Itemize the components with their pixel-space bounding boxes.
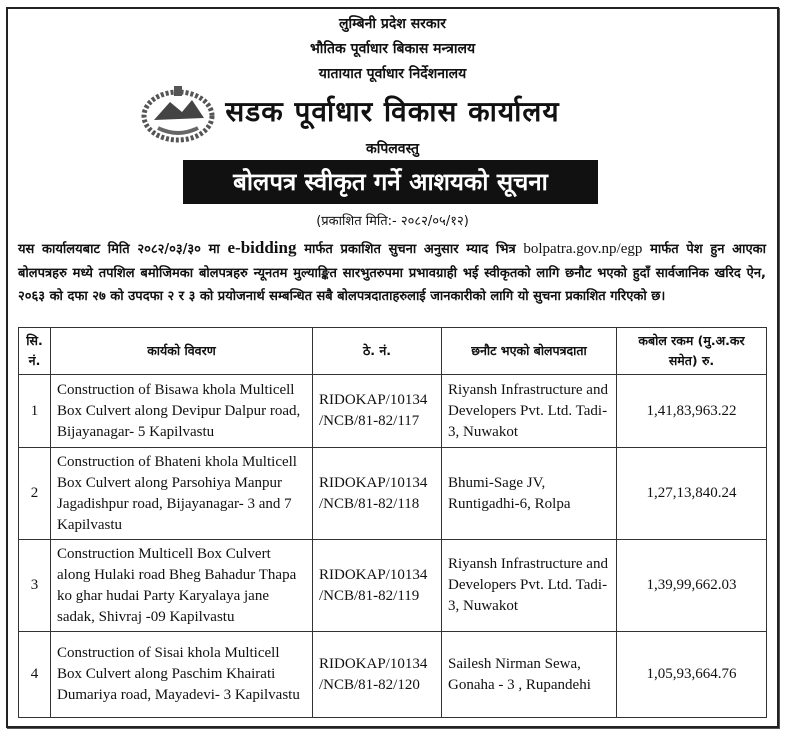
contract-cell: RIDOKAP/10134 /NCB/81-82/118 (313, 448, 442, 540)
amount-cell: 1,41,83,963.22 (617, 375, 767, 448)
selected-bids-table (18, 327, 767, 718)
body-text-2: मार्फत प्रकाशित सुचना अनुसार म्याद भित्र (296, 242, 524, 257)
bidder-cell: Riyansh Infrastructure and Developers Pvt. Ltd. Tadi-3, Nuwakot (442, 540, 617, 632)
directorate-name: यातायात पूर्वाधार निर्देशनालय (318, 66, 467, 82)
body-text-3: मार्फत पेश हुन आएका बोलपत्रहरु मध्ये तपशिल बमोजिमका बोलपत्रहरु न्यूनतम मुल्याङ्कित सारभुतरुपमा प्रभावग्राही भई स्वीकृतको लागि छनौट भएको हुदाँ सार्वजानिक खरिद ऐन, २०६३ को दफा २७ को उपदफा २ र ३ को प्रयोजनार्थ सम्बन्धित सबै बोलपत्रदाताहरुलाई जानकारीको लागि यो सुचना प्रकाशित गरिएको छ। (18, 242, 766, 304)
ebidding-text: e-bidding (227, 238, 297, 257)
table-row (19, 448, 767, 540)
bidder-cell: Riyansh Infrastructure and Developers Pvt. Ltd. Tadi-3, Nuwakot (442, 375, 617, 448)
ministry-name: भौतिक पूर्वाधार बिकास मन्त्रालय (309, 41, 476, 57)
col-description: कार्यको विवरण (51, 328, 313, 375)
contract-cell: RIDOKAP/10134 /NCB/81-82/120 (313, 632, 442, 718)
serial-cell: 3 (19, 540, 51, 632)
notice-title: बोलपत्र स्वीकृत गर्ने आशयको सूचना (183, 160, 598, 204)
col-contract-no: ठे. नं. (313, 328, 442, 375)
serial-cell: 4 (19, 632, 51, 718)
notice-body (18, 236, 766, 309)
province-name: लुम्बिनी प्रदेश सरकार (338, 16, 447, 32)
table-row (19, 375, 767, 448)
col-serial: सि. नं. (19, 328, 51, 375)
description-cell: Construction Multicell Box Culvert along Hulaki road Bheg Bahadur Thapa ko ghar hudai Party Karyalaya jane sadak, Shivraj -09 Kapilvastu (51, 540, 313, 632)
table-row (19, 540, 767, 632)
contract-cell: RIDOKAP/10134 /NCB/81-82/117 (313, 375, 442, 448)
amount-cell: 1,05,93,664.76 (617, 632, 767, 718)
bolpatra-link[interactable]: bolpatra.gov.np/egp (523, 241, 643, 257)
serial-cell: 1 (19, 375, 51, 448)
amount-cell: 1,27,13,840.24 (617, 448, 767, 540)
office-name: सडक पूर्वाधार विकास कार्यालय (225, 95, 560, 128)
description-cell: Construction of Bhateni khola Multicell Box Culvert along Parsohiya Manpur Jagadishpur road, Bijayanagar- 3 and 7 Kapilvastu (51, 448, 313, 540)
description-cell: Construction of Sisai khola Multicell Box Culvert along Paschim Khairati Dumariya road, Mayadevi- 3 Kapilvastu (51, 632, 313, 718)
col-bidder: छनौट भएको बोलपत्रदाता (442, 328, 617, 375)
col-amount: कबोल रकम (मु.अ.कर समेत) रु. (617, 328, 767, 375)
amount-cell: 1,39,99,662.03 (617, 540, 767, 632)
district-name: कपिलवस्तु (365, 141, 420, 157)
table-row (19, 632, 767, 718)
bidder-cell: Bhumi-Sage JV, Runtigadhi-6, Rolpa (442, 448, 617, 540)
description-cell: Construction of Bisawa khola Multicell Box Culvert along Devipur Dalpur road, Bijayanagar- 5 Kapilvastu (51, 375, 313, 448)
contract-cell: RIDOKAP/10134 /NCB/81-82/119 (313, 540, 442, 632)
published-date: (प्रकाशित मिति:- २०८२/०५/१२) (316, 214, 469, 229)
bidder-cell: Sailesh Nirman Sewa, Gonaha - 3 , Rupandehi (442, 632, 617, 718)
body-text-1: यस कार्यालयबाट मिति २०८२/०३/३० मा (18, 242, 228, 257)
serial-cell: 2 (19, 448, 51, 540)
table-header-row (19, 328, 767, 375)
